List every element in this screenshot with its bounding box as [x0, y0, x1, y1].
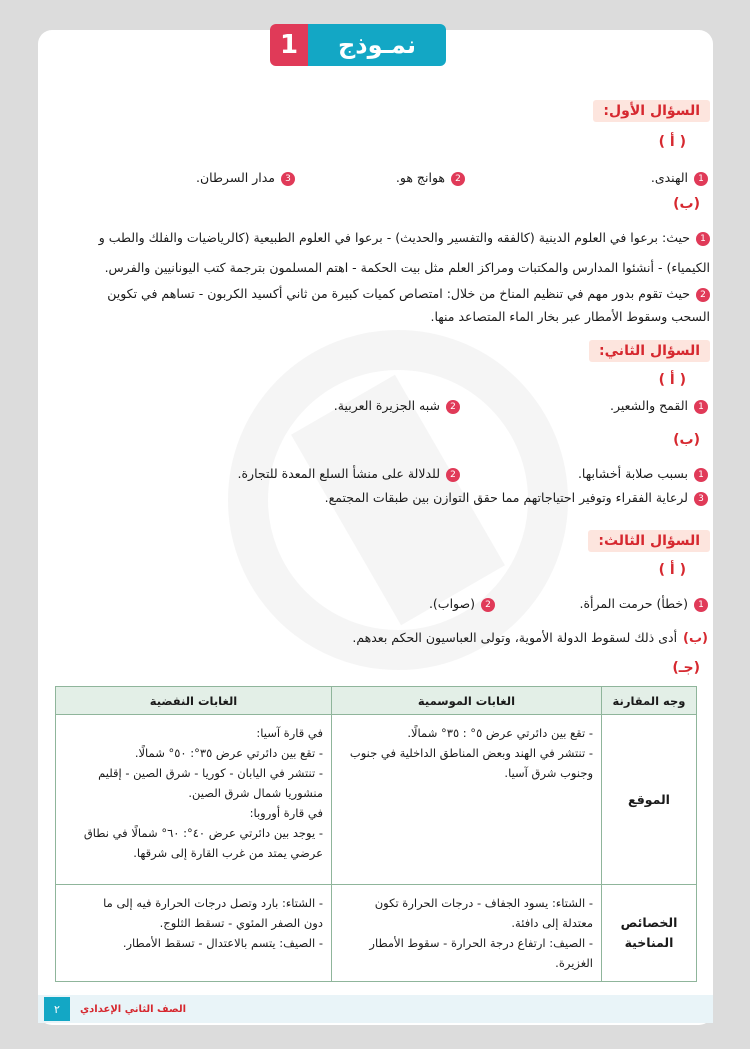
number-badge-icon: 2: [446, 468, 460, 482]
q1-a-item-3: 3مدار السرطان.: [196, 168, 295, 188]
table-cell-deciduous-climate: - الشتاء: بارد وتصل درجات الحرارة فيه إلى ما دون الصفر المئوي - تسقط الثلوج. - الصيف: يتسم بالاعتدال - تسقط الأمطار.: [56, 885, 332, 982]
q1-b-item-2: 2حيث تقوم بدور مهم في تنظيم المناخ من خلال: امتصاص كميات كبيرة من ثاني أكسيد الكربون - تساهم في تكوين: [107, 284, 710, 304]
q3-a-item-1: 1(خطأ) حرمت المرأة.: [580, 594, 708, 614]
table-row-label: الخصائص المناخية: [602, 885, 697, 982]
q1-part-a-label: ( أ ): [658, 134, 686, 150]
q2-b-item-2: 2للدلالة على منشأ السلع المعدة للتجارة.: [238, 464, 460, 484]
q3-b-answer: (ب)أدى ذلك لسقوط الدولة الأموية، وتولى العباسيون الحكم بعدهم.: [352, 630, 708, 646]
q2-b-item-1: 1بسبب صلابة أخشابها.: [578, 464, 708, 484]
number-badge-icon: 1: [694, 172, 708, 186]
table-row-label: الموقع: [602, 715, 697, 885]
q1-a-item-1: 1الهندى.: [651, 168, 708, 188]
model-header: [270, 24, 446, 66]
table-header: الغابات الموسمية: [332, 687, 602, 715]
table-row: [56, 715, 697, 885]
number-badge-icon: 3: [694, 492, 708, 506]
model-title: نمـوذج: [308, 24, 446, 66]
q1-part-b-label: (ب): [673, 196, 700, 212]
q1-a-item-2: 2هوانج هو.: [396, 168, 465, 188]
table-cell-deciduous-location: في قارة آسيا: - تقع بين دائرتي عرض ٣٥°: ٥٠° شمالًا. - تنتشر في اليابان - كوريا - شرق الصين - إقليم منشوريا شمال شرق الصين. في قارة أوروبا: - يوجد بين دائرتي عرض ٤٠°: ٦٠° شمالًا في نطاق عرضي يمتد من غرب القارة إلى شرقها.: [56, 715, 332, 885]
q1-b-item-1: 1حيث: برعوا في العلوم الدينية (كالفقه والتفسير والحديث) - برعوا في العلوم الطبيعية (كالرياضيات والفلك والطب و: [99, 228, 710, 248]
table-header: وجه المقارنة: [602, 687, 697, 715]
q2-heading: السؤال الثاني:: [589, 340, 710, 362]
table-cell-seasonal-climate: - الشتاء: يسود الجفاف - درجات الحرارة تكون معتدلة إلى دافئة. - الصيف: ارتفاع درجة الحرارة - سقوط الأمطار الغزيرة.: [332, 885, 602, 982]
q3-part-a-label: ( أ ): [658, 562, 686, 578]
number-badge-icon: 1: [694, 400, 708, 414]
comparison-table: [55, 686, 697, 982]
q3-part-b-label: (ب): [683, 631, 708, 646]
table-cell-seasonal-location: - تقع بين دائرتي عرض ٥° : ٣٥° شمالًا. - تنتشر في الهند وبعض المناطق الداخلية في جنوب وجنوب شرق آسيا.: [332, 715, 602, 885]
q2-b-item-3: 3لرعاية الفقراء وتوفير احتياجاتهم مما حقق التوازن بين طبقات المجتمع.: [325, 488, 708, 508]
grade-label: الصف الثاني الإعدادي: [80, 1003, 187, 1015]
q3-a-item-2: 2(صواب).: [429, 594, 495, 614]
number-badge-icon: 1: [696, 232, 710, 246]
q2-a-item-2: 2شبه الجزيرة العربية.: [334, 396, 460, 416]
model-number: 1: [270, 24, 308, 66]
number-badge-icon: 1: [694, 598, 708, 612]
q2-part-b-label: (ب): [673, 432, 700, 448]
q2-part-a-label: ( أ ): [658, 372, 686, 388]
number-badge-icon: 1: [694, 468, 708, 482]
number-badge-icon: 2: [446, 400, 460, 414]
page-number: ٢: [44, 997, 70, 1021]
q2-a-item-1: 1القمح والشعير.: [610, 396, 708, 416]
q3-heading: السؤال الثالث:: [588, 530, 710, 552]
page-footer: [38, 995, 713, 1023]
number-badge-icon: 2: [696, 288, 710, 302]
q3-part-c-label: (جـ): [672, 660, 700, 676]
q1-b-item-1-cont: الكيمياء) - أنشئوا المدارس والمكتبات ومراكز العلم مثل بيت الحكمة - اهتم المسلمون بترجمة كتب اليونانيين والفرس.: [104, 260, 710, 275]
q1-heading: السؤال الأول:: [593, 100, 710, 122]
number-badge-icon: 3: [281, 172, 295, 186]
q1-b-item-2-cont: السحب وسقوط الأمطار عبر بخار الماء المتصاعد منها.: [430, 309, 710, 324]
number-badge-icon: 2: [481, 598, 495, 612]
table-row: [56, 885, 697, 982]
number-badge-icon: 2: [451, 172, 465, 186]
table-header: الغابات النفضية: [56, 687, 332, 715]
